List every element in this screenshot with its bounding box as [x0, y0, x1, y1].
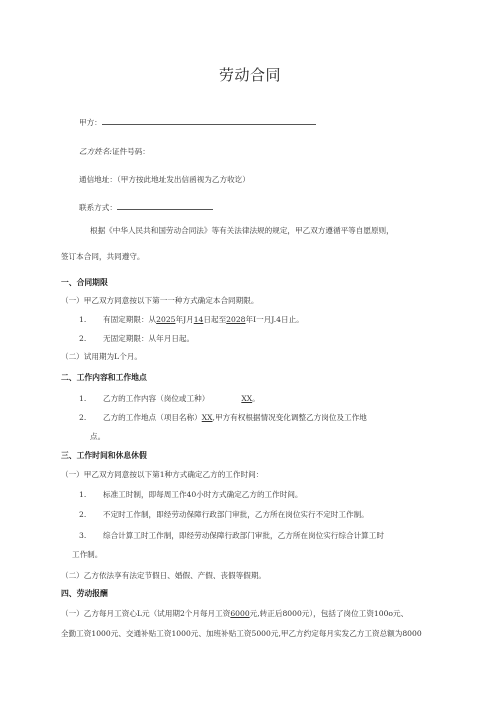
- item-number: 3.: [79, 531, 87, 540]
- end-year: 2028: [226, 315, 246, 324]
- section-3-item-3-cont: 工作制。: [72, 550, 103, 559]
- section-3-heading: 三、工作时间和休息休假: [61, 451, 147, 460]
- item-text: 不定时工作制，即经劳动保障行政部门审批，乙方所在岗位实行不定时工作制。: [103, 510, 369, 519]
- item-text: 有固定期限：从: [103, 315, 157, 324]
- item-number: 1.: [79, 490, 87, 499]
- item-text: 。: [252, 394, 260, 403]
- section-1-heading: 一、合同期限: [61, 278, 108, 287]
- item-number: 2.: [79, 334, 87, 343]
- section-1-item-2: [79, 334, 194, 344]
- probation-salary-value: 6000: [230, 609, 250, 618]
- address-label: 通信地址：: [79, 175, 117, 184]
- section-2-item-2: [79, 413, 367, 423]
- start-year: 2025: [156, 315, 176, 324]
- item-text: 乙方的工作地点（项目名称）: [103, 413, 202, 422]
- contact-row: [79, 201, 213, 213]
- section-3-item-3: [79, 531, 384, 541]
- contact-label: 联系方式：: [79, 203, 117, 212]
- item-text: 乙方的工作内容（岗位或工种）: [103, 394, 210, 403]
- page-title: 劳动合同: [218, 66, 281, 84]
- job-content-value: XX: [241, 394, 253, 403]
- section-3-para-2: （二）乙方依法享有法定节假日、婚假、产假、丧假等假期。: [61, 571, 267, 580]
- item-text: 综合计算工时工作制，即经劳动保障行政部门审批，乙方所在岗位实行综合计算工时: [103, 531, 384, 540]
- address-row: [79, 175, 250, 185]
- item-text: 年I一月J.4日止。: [245, 315, 304, 324]
- party-a-row: [79, 116, 316, 128]
- section-1-para-1: （一）甲乙双方同意按以下第一一种方式确定本合同期限。: [61, 296, 259, 305]
- section-1-para-2: （二）试用期为L个月。: [61, 352, 142, 361]
- section-2-item-2-cont: 点。: [90, 432, 106, 441]
- preamble-line-1: 根据《中华人民共和国劳动合同法》等有关法律法规的规定，甲乙双方遵循平等自愿原则，: [90, 226, 394, 235]
- item-text: 元,转正后8000元），包括了岗位工资100o元、: [249, 609, 409, 618]
- item-text: （一）乙方每月工资心L元（试用期2个月每月工资: [61, 609, 231, 618]
- contact-blank[interactable]: [117, 201, 213, 210]
- id-number-label: 证件号码：: [111, 147, 150, 156]
- start-day: 14: [193, 315, 204, 324]
- item-number: 2.: [79, 413, 87, 422]
- section-2-heading: 二、工作内容和工作地点: [61, 373, 147, 382]
- section-4-line-1: [61, 609, 408, 619]
- work-location-value: XX: [201, 413, 213, 422]
- item-text: 标准工时制，即每周工作40小时方式确定乙方的工作时间。: [103, 490, 303, 499]
- section-1-item-1: [79, 315, 304, 325]
- party-b-row: [79, 147, 150, 157]
- section-2-item-1: [79, 394, 260, 404]
- party-b-label: 乙方姓名:: [79, 147, 112, 156]
- item-text: 无固定期限：从年月日起。: [103, 334, 195, 343]
- item-text: 年J月: [175, 315, 194, 324]
- address-note: （甲方按此地址发出信函视为乙方收讫）: [116, 175, 250, 184]
- preamble-line-2: 签订本合同，共同遵守。: [61, 252, 145, 261]
- item-text: 日起至: [203, 315, 227, 324]
- section-3-item-2: [79, 510, 369, 520]
- item-number: 1.: [79, 315, 87, 324]
- section-4-line-2: 全勤工资1000元、交通补贴工资1000元、加班补贴工资5000元,甲乙方约定每月实发乙方工资总额为8000: [61, 629, 422, 638]
- party-a-label: 甲方：: [79, 118, 102, 127]
- item-number: 1.: [79, 394, 87, 403]
- item-text: ,甲方有权根据情况变化调整乙方岗位及工作地: [212, 413, 367, 422]
- section-3-para-1: （一）甲乙双方同意按以下第1种方式确定乙方的工作时间：: [61, 470, 264, 479]
- item-number: 2.: [79, 510, 87, 519]
- party-a-blank[interactable]: [102, 116, 316, 125]
- section-4-heading: 四、劳动报酬: [61, 589, 108, 598]
- section-3-item-1: [79, 490, 303, 500]
